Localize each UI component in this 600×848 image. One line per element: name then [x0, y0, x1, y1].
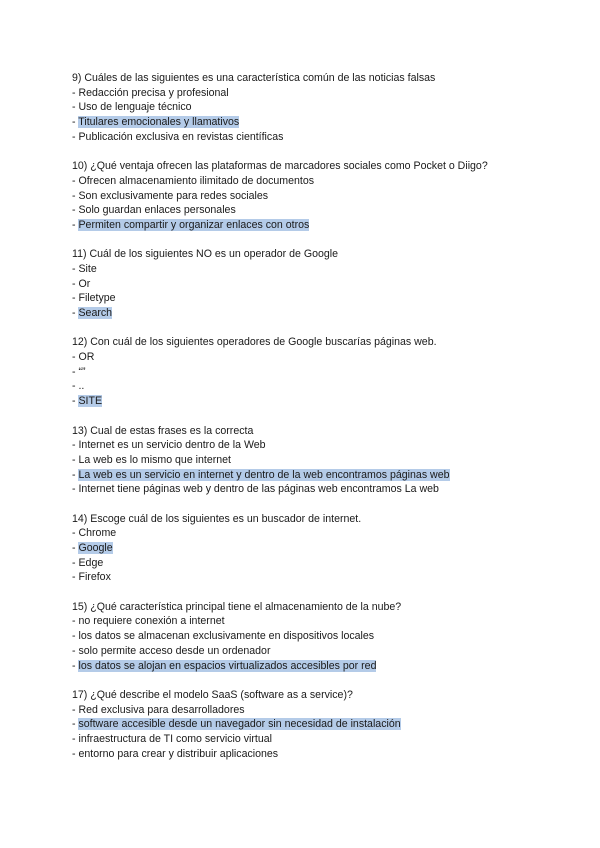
answer-text: entorno para crear y distribuir aplicaciones — [78, 747, 279, 760]
answer-option: - infraestructura de TI como servicio virtual — [72, 732, 272, 745]
question-block — [72, 71, 572, 144]
answer-text: Internet es un servicio dentro de la Web — [78, 439, 266, 452]
answer-option: - Firefox — [72, 571, 111, 584]
highlighted-answer: software accesible desde un navegador sin necesidad de instalación — [78, 718, 401, 731]
question-block — [72, 688, 572, 761]
answer-option: - Search — [72, 307, 113, 319]
answer-text: Redacción precisa y profesional — [78, 86, 229, 99]
answer-text: solo permite acceso desde un ordenador — [78, 644, 271, 657]
answer-option: - Internet tiene páginas web y dentro de las páginas web encontramos La web — [72, 483, 439, 496]
answer-text: no requiere conexión a internet — [78, 615, 225, 628]
answer-text: Publicación exclusiva en revistas científicas — [78, 130, 284, 143]
question-title: 10) ¿Qué ventaja ofrecen las plataformas de marcadores sociales como Pocket o Diigo? — [72, 160, 488, 173]
answer-option: - software accesible desde un navegador sin necesidad de instalación — [72, 718, 401, 731]
answer-option: - Son exclusivamente para redes sociales — [72, 189, 269, 202]
answer-option: - Google — [72, 542, 113, 554]
answer-text: Chrome — [78, 527, 117, 540]
question-block — [72, 159, 572, 232]
answer-option: - solo permite acceso desde un ordenador — [72, 644, 271, 657]
answer-option: - los datos se alojan en espacios virtualizados accesibles por red — [72, 659, 377, 672]
answer-option: - Edge — [72, 556, 104, 569]
answer-text: La web es lo mismo que internet — [78, 453, 231, 466]
answer-option: - los datos se almacenan exclusivamente en dispositivos locales — [72, 630, 375, 643]
answer-option: - Uso de lenguaje técnico — [72, 101, 192, 114]
question-block — [72, 600, 572, 673]
answer-text: los datos se almacenan exclusivamente en dispositivos locales — [78, 630, 375, 643]
answer-text: Uso de lenguaje técnico — [78, 101, 192, 114]
quiz-content — [72, 71, 572, 776]
answer-text: Firefox — [78, 571, 111, 584]
highlighted-answer: Permiten compartir y organizar enlaces con otros — [78, 218, 310, 231]
answer-option: - entorno para crear y distribuir aplicaciones — [72, 747, 279, 760]
answer-option: - Publicación exclusiva en revistas científicas — [72, 130, 284, 143]
answer-text: .. — [78, 380, 85, 393]
answer-option: - Filetype — [72, 292, 116, 305]
answer-text: infraestructura de TI como servicio virtual — [78, 732, 272, 745]
question-title: 12) Con cuál de los siguientes operadores de Google buscarías páginas web. — [72, 336, 437, 349]
answer-text: Edge — [78, 556, 104, 569]
highlighted-answer: La web es un servicio en internet y dentro de la web encontramos páginas web — [78, 468, 450, 481]
answer-option: - Chrome — [72, 527, 117, 540]
answer-text: Site — [78, 262, 97, 275]
answer-text: Son exclusivamente para redes sociales — [78, 189, 269, 202]
answer-text: Filetype — [78, 292, 116, 305]
answer-option: - Permiten compartir y organizar enlaces con otros — [72, 218, 310, 231]
answer-text: Red exclusiva para desarrolladores — [78, 703, 245, 716]
answer-text: Ofrecen almacenamiento ilimitado de documentos — [78, 174, 315, 187]
answer-option: - “” — [72, 365, 86, 378]
question-title: 9) Cuáles de las siguientes es una característica común de las noticias falsas — [72, 72, 436, 84]
highlighted-answer: SITE — [78, 395, 103, 408]
answer-text: “” — [78, 365, 86, 378]
question-block — [72, 512, 572, 585]
highlighted-answer: Google — [78, 542, 113, 554]
answer-text: Solo guardan enlaces personales — [78, 204, 236, 217]
answer-option: - OR — [72, 351, 95, 364]
answer-text: Internet tiene páginas web y dentro de las páginas web encontramos La web — [78, 483, 439, 496]
answer-option: - Solo guardan enlaces personales — [72, 204, 236, 217]
answer-option: - Or — [72, 277, 91, 290]
answer-option: - La web es un servicio en internet y dentro de la web encontramos páginas web — [72, 468, 450, 481]
answer-text: OR — [78, 351, 95, 364]
highlighted-answer: los datos se alojan en espacios virtualizados accesibles por red — [78, 659, 377, 672]
question-block — [72, 424, 572, 497]
question-title: 13) Cual de estas frases es la correcta — [72, 424, 254, 437]
question-title: 11) Cuál de los siguientes NO es un operador de Google — [72, 248, 338, 261]
answer-option: - La web es lo mismo que internet — [72, 453, 231, 466]
question-title: 17) ¿Qué describe el modelo SaaS (software as a service)? — [72, 688, 353, 701]
answer-option: - Site — [72, 262, 97, 275]
question-block — [72, 335, 572, 408]
answer-text: Or — [78, 277, 91, 290]
answer-option: - no requiere conexión a internet — [72, 615, 225, 628]
question-title: 15) ¿Qué característica principal tiene el almacenamiento de la nube? — [72, 600, 402, 613]
answer-option: - Redacción precisa y profesional — [72, 86, 229, 99]
answer-option: - SITE — [72, 395, 103, 408]
answer-option: - .. — [72, 380, 85, 393]
answer-option: - Red exclusiva para desarrolladores — [72, 703, 245, 716]
question-block — [72, 247, 572, 320]
answer-option: - Ofrecen almacenamiento ilimitado de documentos — [72, 174, 315, 187]
highlighted-answer: Titulares emocionales y llamativos — [78, 116, 240, 129]
answer-option: - Titulares emocionales y llamativos — [72, 116, 240, 129]
highlighted-answer: Search — [78, 307, 113, 319]
answer-option: - Internet es un servicio dentro de la Web — [72, 439, 266, 452]
question-title: 14) Escoge cuál de los siguientes es un buscador de internet. — [72, 512, 362, 525]
